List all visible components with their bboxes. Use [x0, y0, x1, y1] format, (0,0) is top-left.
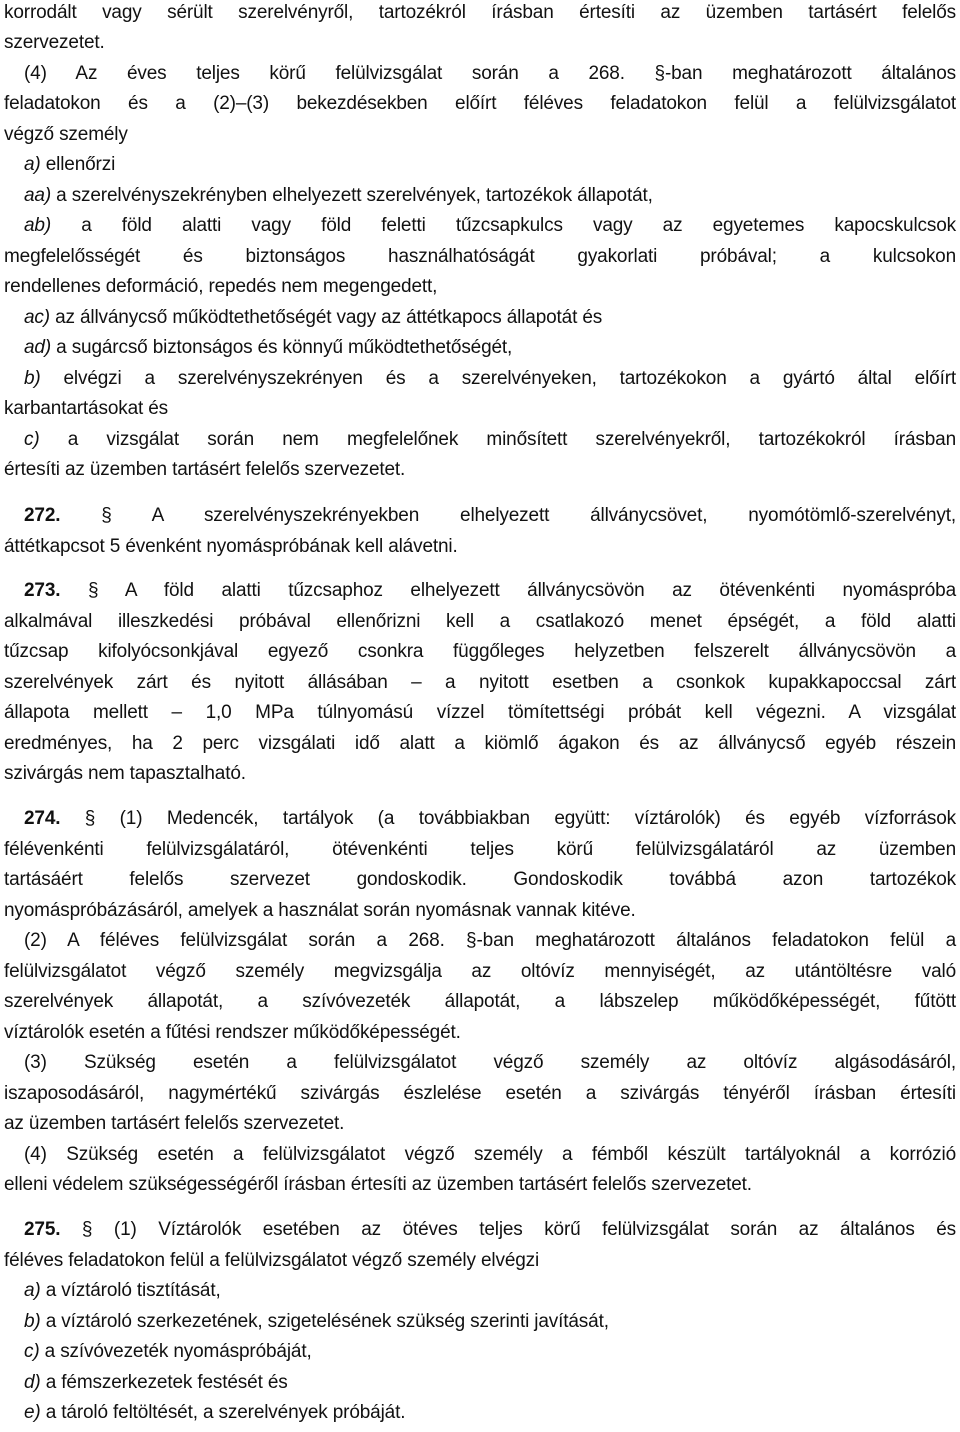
text-span: feladatokon és a (2)–(3) bekezdésekben előírt féléves feladatokon felül a felülvizsgálatot [4, 93, 956, 114]
text-line [4, 534, 458, 560]
list-item [24, 1309, 609, 1335]
text-line [4, 837, 956, 863]
text-span: szivárgás nem tapasztalható. [4, 763, 246, 784]
text-line [24, 1142, 956, 1168]
text-line [4, 1248, 539, 1274]
text-line [24, 928, 956, 954]
text-line [4, 609, 956, 635]
text-span: áttétkapcsot 5 évenként nyomáspróbának kell alávetni. [4, 536, 458, 557]
text-line [4, 898, 636, 924]
list-label: b) [24, 1311, 41, 1332]
text-span: a fémszerkezetek festését és [40, 1372, 288, 1393]
list-item [24, 335, 512, 361]
list-label: ab) [24, 215, 52, 236]
list-label: c) [24, 1341, 40, 1362]
text-span: szerelvények zárt és nyitott állásában – a nyitott esetben a csonkok kupakkapoccsal zárt [4, 672, 956, 693]
text-span: karbantartásokat és [4, 398, 169, 419]
list-item [24, 427, 956, 453]
text-line [4, 122, 128, 148]
text-span: ellenőrzi [40, 154, 116, 175]
list-label: ac) [24, 307, 50, 328]
text-span: § A szerelvényszekrényekben elhelyezett állványcsövet, nyomótömlő-szerelvényt, [60, 505, 956, 526]
text-line [4, 1172, 752, 1198]
text-span: félévenkénti felülvizsgálatáról, ötévenkénti teljes körű felülvizsgálatáról az üzemben [4, 839, 956, 860]
text-span: szervezetet. [4, 32, 105, 53]
text-span: a sugárcső biztonságos és könnyű működtethetőségét, [51, 337, 513, 358]
text-span: szerelvények állapotát, a szívóvezeték állapotát, a lábszelep működőképességét, fűtött [4, 991, 956, 1012]
text-span: a szívóvezeték nyomáspróbáját, [39, 1341, 312, 1362]
text-span: tartásáért felelős szervezet gondoskodik. Gondoskodik továbbá azon tartozékok [4, 869, 956, 890]
text-span: felülvizsgálatot végző személy megvizsgálja az oltóvíz mennyiségét, az utántöltésre való [4, 961, 956, 982]
section-number: 273. [24, 580, 61, 601]
list-item [24, 213, 956, 239]
text-span: iszaposodásáról, nagymértékű szivárgás észlelése esetén a szivárgás tényéről írásban értesíti [4, 1083, 956, 1104]
section-number: 275. [24, 1219, 61, 1240]
list-label: aa) [24, 185, 52, 206]
list-label: c) [24, 429, 40, 450]
text-span: víztárolók esetén a fűtési rendszer működőképességét. [4, 1022, 461, 1043]
text-span: a víztároló tisztítását, [40, 1280, 221, 1301]
list-item [24, 366, 956, 392]
text-line [4, 959, 956, 985]
text-span: eredményes, ha 2 perc vizsgálati idő alatt a kiömlő ágakon és az állványcső egyéb részein [4, 733, 956, 754]
text-span: § A föld alatti tűzcsaphoz elhelyezett állványcsövön az ötévenkénti nyomáspróba [60, 580, 956, 601]
text-line [4, 244, 956, 270]
text-span: (4) Az éves teljes körű felülvizsgálat során a 268. §-ban meghatározott általános [24, 63, 956, 84]
list-item [24, 1400, 405, 1426]
list-label: a) [24, 154, 41, 175]
text-span: a tároló feltöltését, a szerelvények próbáját. [40, 1402, 406, 1423]
section-272 [24, 503, 956, 529]
text-line [4, 867, 956, 893]
list-label: a) [24, 1280, 41, 1301]
list-item [24, 305, 602, 331]
text-span: állapota mellett – 1,0 MPa túlnyomású vízzel tömítettségi próbát kell végezni. A vizsgálat [4, 702, 956, 723]
list-item [24, 183, 653, 209]
text-line [24, 61, 956, 87]
text-span: elleni védelem szükségességéről írásban értesíti az üzemben tartásért felelős szervezetet. [4, 1174, 752, 1195]
section-275 [24, 1217, 956, 1243]
list-label: e) [24, 1402, 41, 1423]
text-span: értesíti az üzemben tartásért felelős szervezetet. [4, 459, 406, 480]
list-item [24, 1278, 221, 1304]
text-span: a víztároló szerkezetének, szigetelésének szükség szerinti javítását, [40, 1311, 609, 1332]
text-span: § (1) Medencék, tartályok (a továbbiakban együtt: víztárolók) és egyéb vízforrások [60, 808, 956, 829]
text-span: korrodált vagy sérült szerelvényről, tartozékról írásban értesíti az üzemben tartásért felelős [4, 2, 956, 23]
section-273 [24, 578, 956, 604]
text-span: az állványcső működtethetőségét vagy az áttétkapocs állapotát és [49, 307, 603, 328]
text-line [4, 1081, 956, 1107]
text-line [4, 274, 437, 300]
text-span: a szerelvényszekrényben elhelyezett szerelvények, tartozékok állapotát, [51, 185, 653, 206]
section-274 [24, 806, 956, 832]
text-line [4, 30, 105, 56]
text-line [4, 670, 956, 696]
list-item [24, 152, 115, 178]
text-span: rendellenes deformáció, repedés nem megengedett, [4, 276, 438, 297]
text-line [4, 700, 956, 726]
text-span: (3) Szükség esetén a felülvizsgálatot végző személy az oltóvíz algásodásáról, [24, 1052, 956, 1073]
text-span: az üzemben tartásért felelős szervezetet. [4, 1113, 345, 1134]
list-label: d) [24, 1372, 41, 1393]
list-item [24, 1339, 312, 1365]
text-span: megfelelősségét és biztonságos használhatóságát gyakorlati próbával; a kulcsokon [4, 246, 956, 267]
text-span: (4) Szükség esetén a felülvizsgálatot végző személy a fémből készült tartályoknál a korrózió [24, 1144, 956, 1165]
list-label: b) [24, 368, 41, 389]
text-line [4, 457, 405, 483]
text-line [4, 639, 956, 665]
text-line [24, 1050, 956, 1076]
text-line [4, 0, 956, 26]
text-line [4, 731, 956, 757]
text-line [4, 989, 956, 1015]
text-span: (2) A féléves felülvizsgálat során a 268. §-ban meghatározott általános feladatokon felül a [24, 930, 956, 951]
text-line [4, 1020, 461, 1046]
text-line [4, 396, 168, 422]
text-line [4, 1111, 344, 1137]
text-span: § (1) Víztárolók esetében az ötéves teljes körű felülvizsgálat során az általános és [60, 1219, 956, 1240]
list-item [24, 1370, 288, 1396]
text-span: nyomáspróbázásáról, amelyek a használat során nyomásnak vannak kitéve. [4, 900, 636, 921]
text-span: alkalmával illeszkedési próbával ellenőrizni kell a csatlakozó menet épségét, a föld alatti [4, 611, 956, 632]
section-number: 272. [24, 505, 61, 526]
text-span: végző személy [4, 124, 128, 145]
list-label: ad) [24, 337, 52, 358]
text-span: a vizsgálat során nem megfelelőnek minősített szerelvényekről, tartozékokról írásban [39, 429, 956, 450]
text-span: a föld alatti vagy föld feletti tűzcsapkulcs vagy az egyetemes kapocskulcsok [51, 215, 956, 236]
text-span: féléves feladatokon felül a felülvizsgálatot végző személy elvégzi [4, 1250, 540, 1271]
section-number: 274. [24, 808, 61, 829]
text-line [4, 91, 956, 117]
text-span: tűzcsap kifolyócsonkjával egyező csonkra függőleges helyzetben felszerelt állványcsövön a [4, 641, 956, 662]
text-span: elvégzi a szerelvényszekrényen és a szerelvényeken, tartozékokon a gyártó által előírt [40, 368, 956, 389]
text-line [4, 761, 246, 787]
